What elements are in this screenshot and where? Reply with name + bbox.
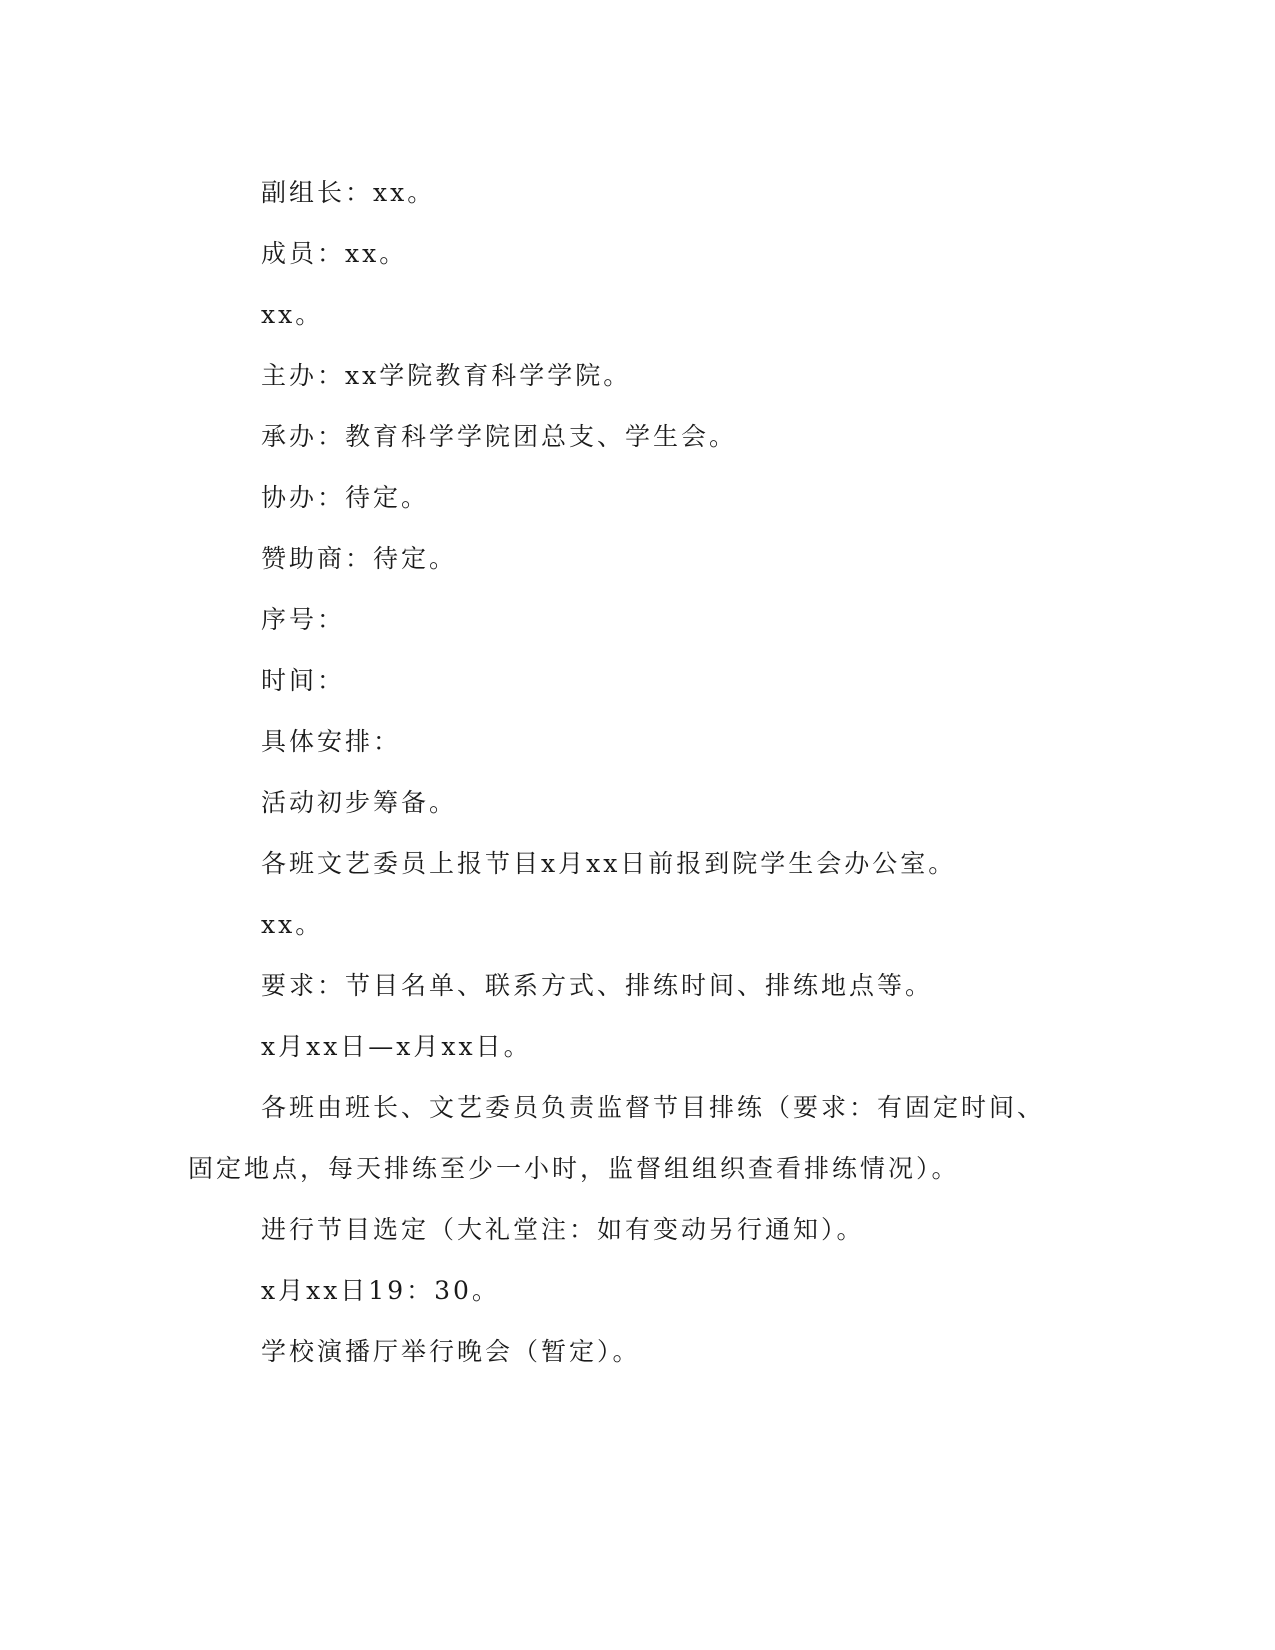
paragraph-xx: xx。 [261,910,324,939]
paragraph-date-range: x月xx日—x月xx日。 [261,1032,532,1061]
paragraph-co-organizer: 协办：待定。 [261,483,430,512]
paragraph-members-continued: xx。 [261,300,324,329]
document-body [188,162,1068,1382]
paragraph-program-selection: 进行节目选定（大礼堂注：如有变动另行通知）。 [261,1215,865,1244]
paragraph-show-time: x月xx日19：30。 [261,1276,500,1305]
paragraph-venue: 学校演播厅举行晚会（暂定）。 [261,1337,641,1366]
paragraph-sponsor: 赞助商：待定。 [261,544,458,573]
paragraph-preparation: 活动初步筹备。 [261,788,458,817]
paragraph-organizer: 承办：教育科学学院团总支、学生会。 [261,422,738,451]
paragraph-program-report: 各班文艺委员上报节目x月xx日前报到院学生会办公室。 [261,849,957,878]
paragraph-requirements: 要求：节目名单、联系方式、排练时间、排练地点等。 [261,971,934,1000]
paragraph-serial-number: 序号： [261,605,346,634]
paragraph-arrangement: 具体安排： [261,727,402,756]
paragraph-deputy-leader: 副组长：xx。 [261,178,436,207]
paragraph-time: 时间： [261,666,346,695]
paragraph-rehearsal-supervision: 各班由班长、文艺委员负责监督节目排练（要求：有固定时间、固定地点，每天排练至少一小时，监督组组织查看排练情况）。 [188,1093,1046,1183]
paragraph-host: 主办：xx学院教育科学学院。 [261,361,632,390]
paragraph-members: 成员：xx。 [261,239,408,268]
